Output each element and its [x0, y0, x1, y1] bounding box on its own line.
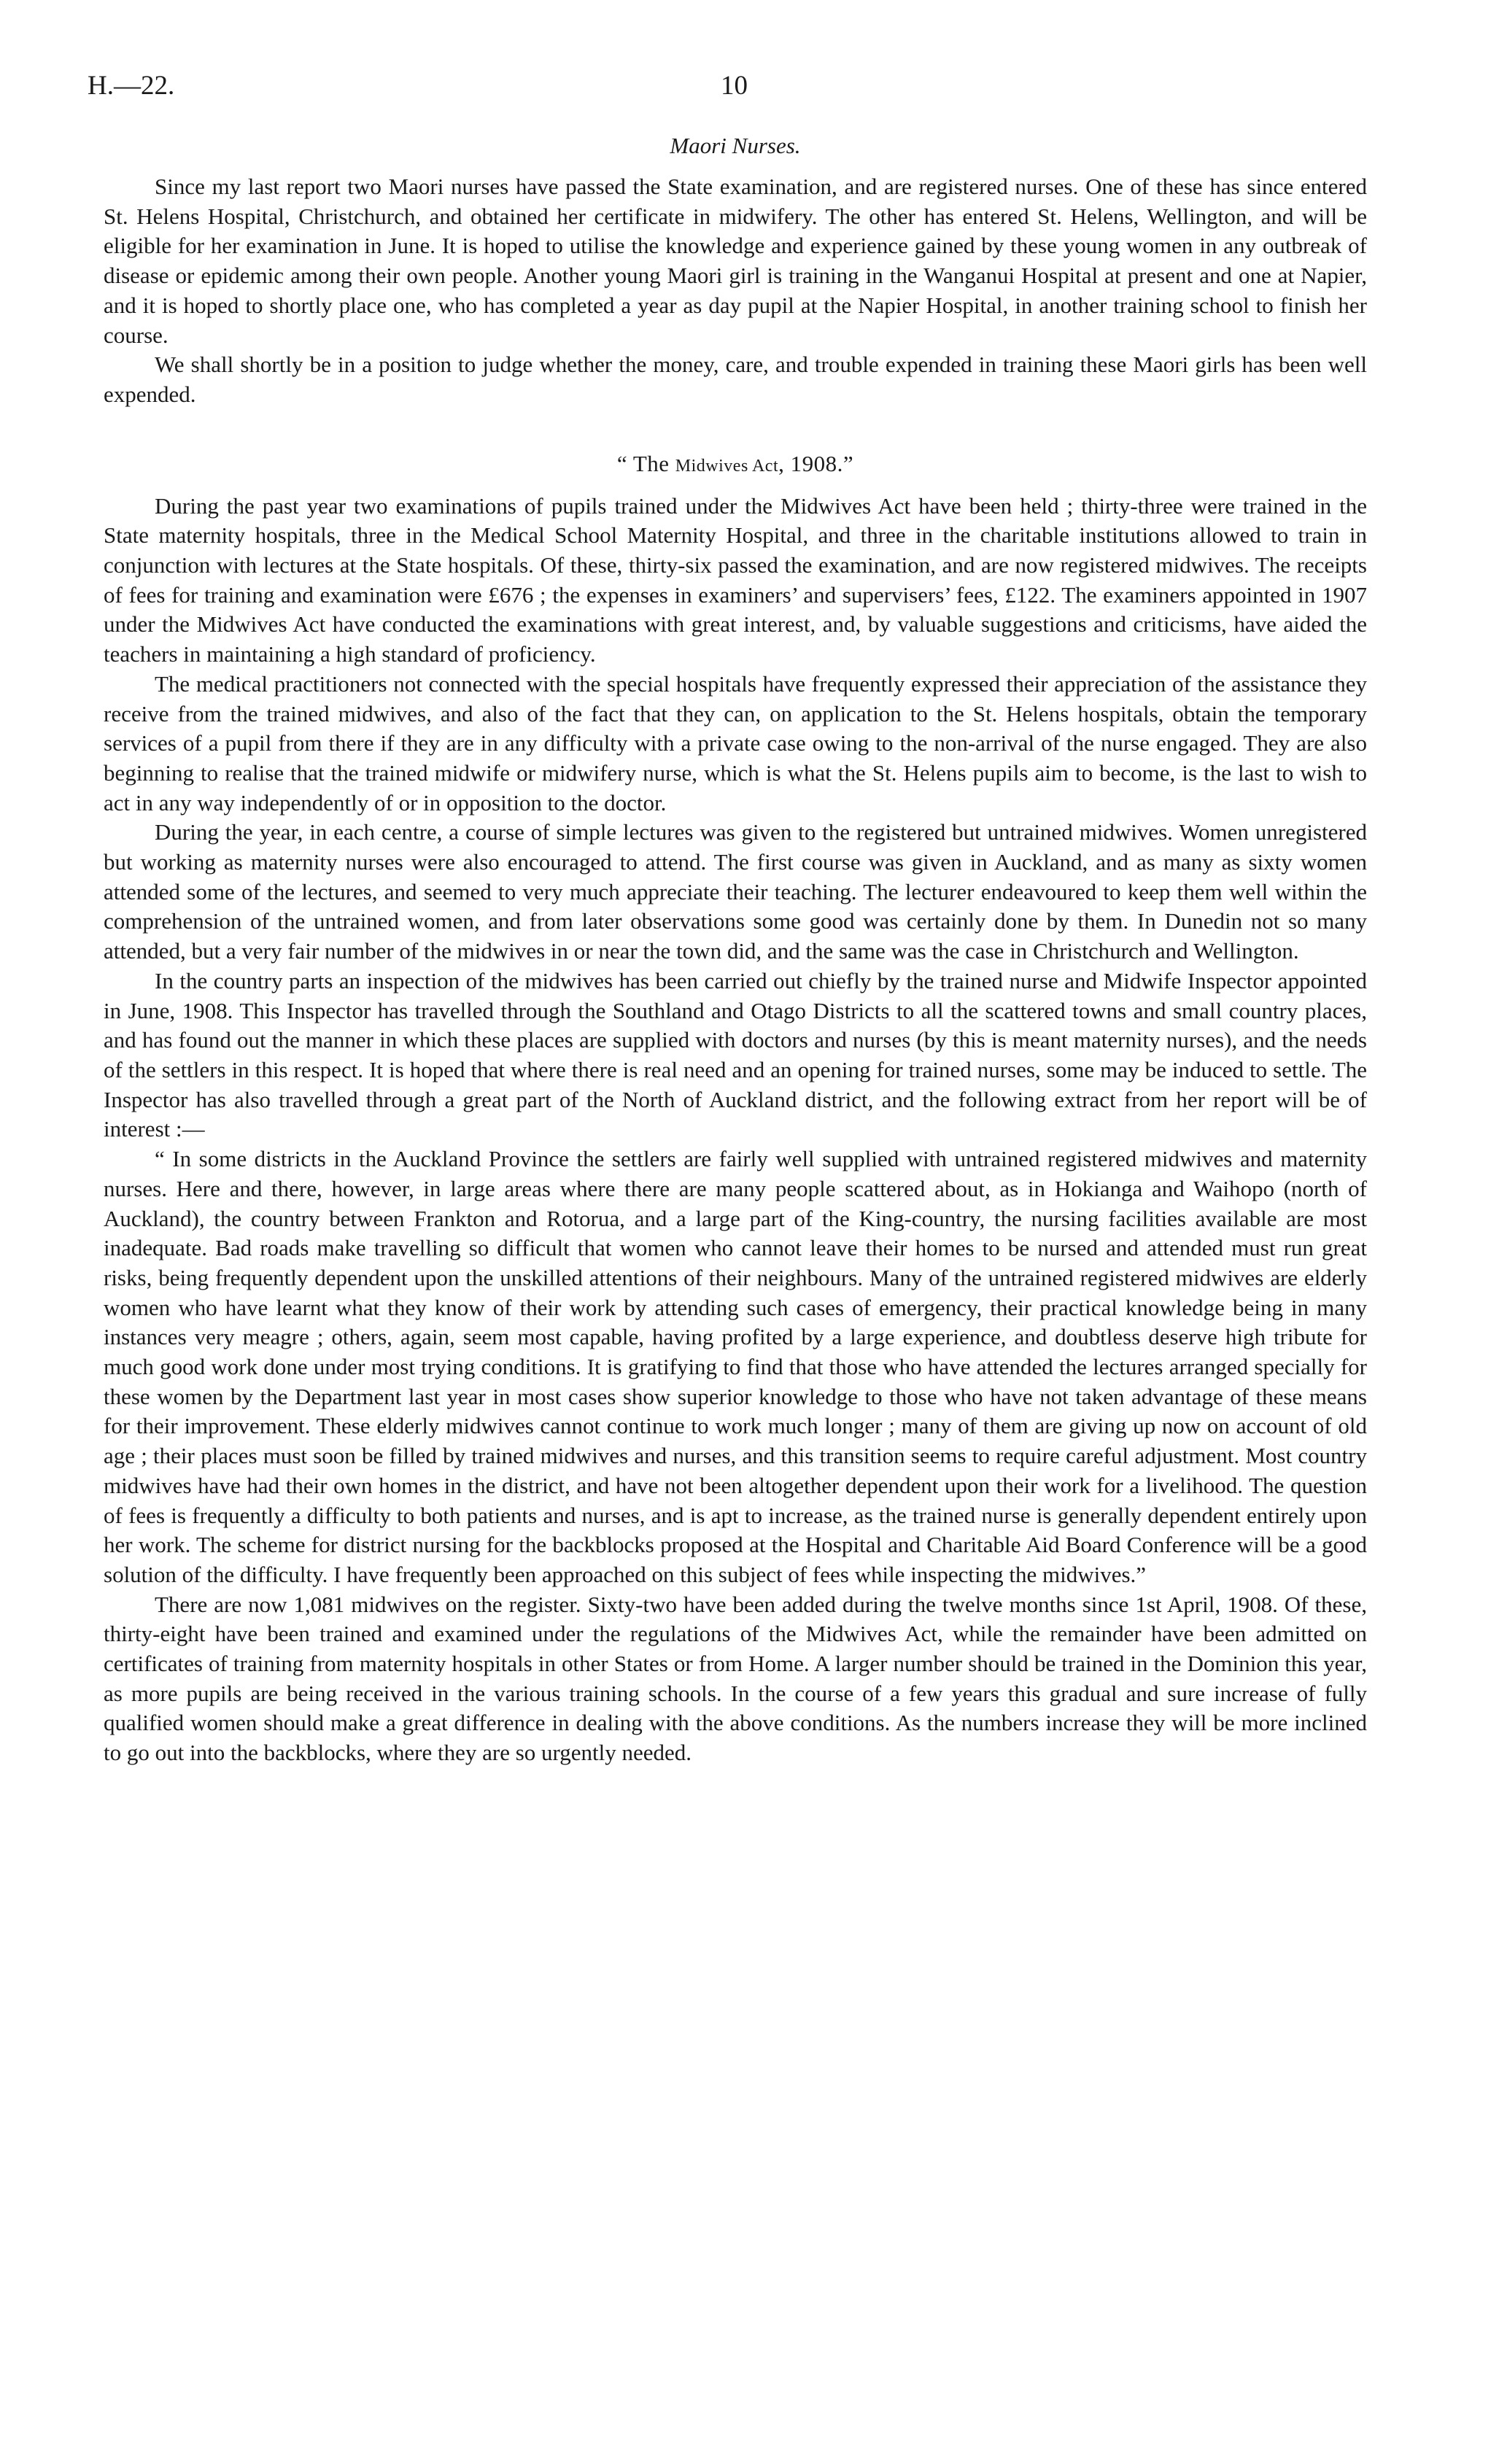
document-page	[88, 70, 1367, 1768]
document-reference: H.—22.	[88, 71, 175, 101]
paragraph: We shall shortly be in a position to judge whether the money, care, and trouble expended in training these Maori girls has been well expended.	[104, 352, 1367, 407]
title-small-caps: Midwives Act	[675, 456, 779, 476]
paragraph: “ In some districts in the Auckland Province the settlers are fairly well supplied with untrained registered midwives and maternity nurses. Here and there, however, in large areas where there are many people scattered about, as in Hokianga and Waihopo (north of Auckland), the country between Frankton and Rotorua, and a large part of the King-country, the nursing facilities available are most inadequate. Bad roads make travelling so difficult that women who cannot leave their homes to be nursed and attended must run great risks, being frequently dependent upon the unskilled attentions of their neighbours. Many of the untrained registered midwives are elderly women who have learnt what they know of their work by attending such cases of emergency, their practical knowledge being in many instances very meagre ; others, again, seem most capable, having profited by a large experience, and doubtless deserve high tribute for much good work done under most trying conditions. It is gratifying to find that those who have attended the lectures arranged specially for these women by the Department last year in most cases show superior knowledge to those who have not taken advantage of these means for their improvement. These elderly midwives cannot continue to work much longer ; many of them are giving up now on account of old age ; their places must soon be filled by trained midwives and nurses, and this transition seems to require careful adjustment. Most country midwives have had their own homes in the district, and have not been altogether dependent upon their work for a livelihood. The question of fees is frequently a difficulty to both patients and nurses, and is apt to increase, as the trained nurse is generally dependent entirely upon her work. The scheme for district nursing for the backblocks proposed at the Hospital and Charitable Aid Board Conference will be a good solution of the difficulty. I have frequently been approached on this subject of fees while inspecting the midwives.”	[104, 1146, 1367, 1587]
page-number: 10	[721, 71, 748, 101]
page-header	[88, 70, 1367, 117]
paragraph: During the year, in each centre, a course of simple lectures was given to the registered but untrained midwives. Women unregistered but working as maternity nurses were also encouraged to attend. The first course was given in Auckland, and as many as sixty women attended some of the lectures, and seemed to very much appreciate their teaching. The lecturer endeavoured to keep them well within the comprehension of the untrained women, and from later observations some good was certainly done by them. In Dunedin not so many attended, but a very fair number of the midwives in or near the town did, and the same was the case in Christchurch and Wellington.	[104, 819, 1367, 964]
section-title-midwives-act	[104, 451, 1367, 477]
paragraph: During the past year two examinations of pupils trained under the Midwives Act have been held ; thirty-three were trained in the State maternity hospitals, three in the Medical School Maternity Hospital, and three in the charitable institutions allowed to train in conjunction with lectures at the State hospitals. Of these, thirty-six passed the examination, and are now registered midwives. The receipts of fees for training and examination were £676 ; the expenses in examiners’ and supervisers’ fees, £122. The examiners appointed in 1907 under the Midwives Act have conducted the examinations with great interest, and, by valuable suggestions and criticisms, have aided the teachers in maintaining a high standard of proficiency.	[104, 492, 1367, 667]
paragraph: Since my last report two Maori nurses have passed the State examination, and are registered nurses. One of these has since entered St. Helens Hospital, Christchurch, and obtained her certificate in midwifery. The other has entered St. Helens, Wellington, and will be eligible for her examination in June. It is hoped to utilise the knowledge and experience gained by these young women in any outbreak of disease or epidemic among their own people. Another young Maori girl is training in the Wanganui Hospital at present and one at Napier, and it is hoped to shortly place one, who has completed a year as day pupil at the Napier Hospital, in another training school to finish her course.	[104, 174, 1367, 348]
paragraph: In the country parts an inspection of the midwives has been carried out chiefly by the trained nurse and Midwife Inspector appointed in June, 1908. This Inspector has travelled through the Southland and Otago Districts to all the scattered towns and small country places, and has found out the manner in which these places are supplied with doctors and nurses (by this is meant maternity nurses), and the needs of the settlers in this respect. It is hoped that where there is real need and an opening for trained nurses, some may be induced to settle. The Inspector has also travelled through a great part of the North of Auckland district, and the following extract from her report will be of interest :—	[104, 967, 1367, 1142]
title-open: “ The	[616, 450, 675, 476]
title-close: , 1908.”	[778, 450, 854, 476]
paragraph: There are now 1,081 midwives on the register. Sixty-two have been added during the twelve months since 1st April, 1908. Of these, thirty-eight have been trained and examined under the regulations of the Midwives Act, while the remainder have been admitted on certificates of training from maternity hospitals in other States or from Home. A larger number should be trained in the Dominion this year, as more pupils are being received in the various training schools. In the course of a few years this gradual and sure increase of fully qualified women should make a great difference in dealing with the above conditions. As the numbers increase they will be more inclined to go out into the backblocks, where they are so urgently needed.	[104, 1591, 1367, 1766]
paragraph: The medical practitioners not connected with the special hospitals have frequently expressed their appreciation of the assistance they receive from the trained midwives, and also of the fact that they can, on application to the St. Helens hospitals, obtain the temporary services of a pupil from there if they are in any difficulty with a private case owing to the non-arrival of the nurse engaged. They are also beginning to realise that the trained midwife or midwifery nurse, which is what the St. Helens pupils aim to become, is the last to wish to act in any way independently of or in opposition to the doctor.	[104, 670, 1367, 815]
section-title-maori-nurses: Maori Nurses.	[670, 133, 801, 158]
